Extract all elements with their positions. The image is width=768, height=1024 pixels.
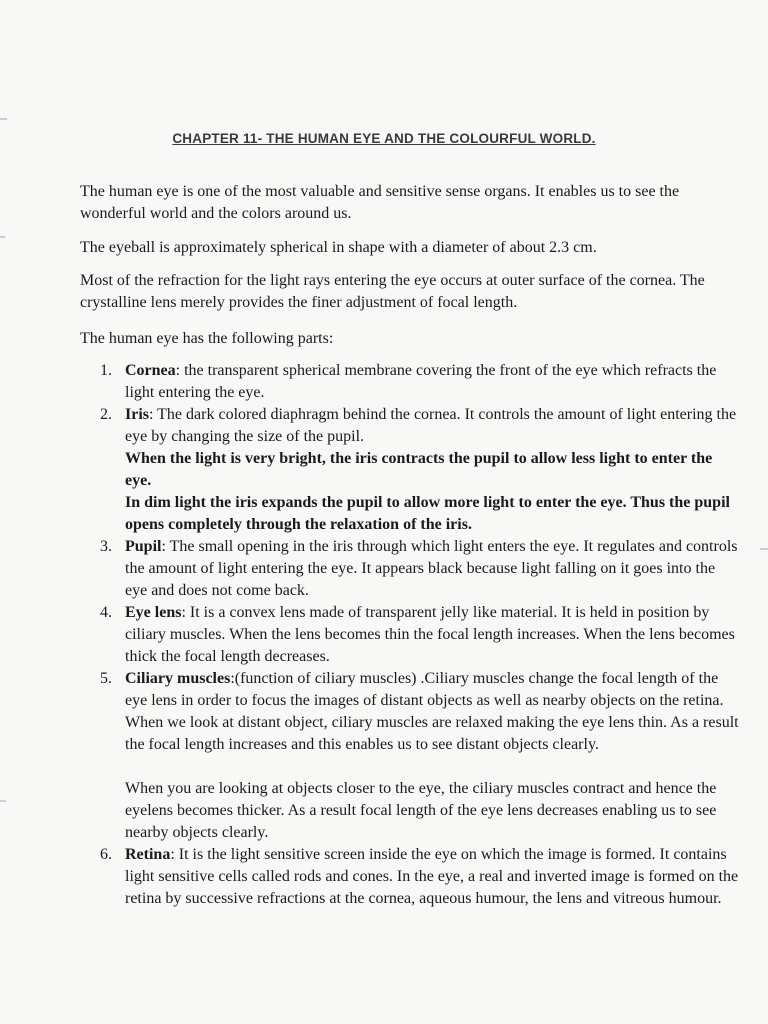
ciliary-near-objects-note: When you are looking at objects closer to the eye, the ciliary muscles contract and hence the eyelens becomes thicker. As a result focal length of the eye lens decreases enabling us to see nearby objects clearly. bbox=[125, 780, 717, 841]
list-item-pupil bbox=[80, 536, 740, 602]
refraction-paragraph: Most of the refraction for the light rays entering the eye occurs at outer surface of the cornea. The crystalline lens merely provides the finer adjustment of focal length. bbox=[80, 272, 705, 311]
eye-lens-description: : It is a convex lens made of transparent jelly like material. It is held in position by ciliary muscles. When the lens becomes thin the focal length increases. When the lens becomes thick the focal length decreases. bbox=[125, 604, 735, 665]
term-cornea: Cornea bbox=[125, 362, 176, 379]
list-number: 2. bbox=[100, 406, 112, 423]
scan-edge-mark bbox=[760, 548, 768, 550]
scan-edge-mark bbox=[0, 236, 5, 238]
list-number: 1. bbox=[100, 362, 112, 379]
paragraph-gap bbox=[125, 756, 740, 778]
retina-description: : It is the light sensitive screen inside the eye on which the image is formed. It contains light sensitive cells called rods and cones. In the eye, a real and inverted image is formed on the retina by successive refractions at the cornea, aqueous humour, the lens and vitreous humour. bbox=[125, 846, 739, 907]
iris-description: : The dark colored diaphragm behind the cornea. It controls the amount of light entering the eye by changing the size of the pupil. bbox=[125, 406, 737, 445]
term-pupil: Pupil bbox=[125, 538, 162, 555]
ciliary-muscles-description: :(function of ciliary muscles) .Ciliary muscles change the focal length of the eye lens in order to focus the images of distant objects as well as nearby objects on the retina. bbox=[125, 670, 724, 709]
eyeball-paragraph: The eyeball is approximately spherical in shape with a diameter of about 2.3 cm. bbox=[80, 239, 597, 256]
pupil-description: : The small opening in the iris through which light enters the eye. It regulates and controls the amount of light entering the eye. It appears black because light falling on it goes into the eye and does not come back. bbox=[125, 538, 738, 599]
scan-edge-mark bbox=[0, 118, 7, 120]
list-number: 5. bbox=[100, 670, 112, 687]
term-retina: Retina bbox=[125, 846, 171, 863]
chapter-title: CHAPTER 11- THE HUMAN EYE AND THE COLOURFUL WORLD. bbox=[172, 131, 596, 146]
parts-intro-paragraph: The human eye has the following parts: bbox=[80, 330, 334, 347]
cornea-description: : the transparent spherical membrane covering the front of the eye which refracts the light entering the eye. bbox=[125, 362, 717, 401]
term-ciliary-muscles: Ciliary muscles bbox=[125, 670, 231, 687]
list-number: 4. bbox=[100, 604, 112, 621]
scan-edge-mark bbox=[0, 800, 6, 802]
iris-dim-light-note: In dim light the iris expands the pupil to allow more light to enter the eye. Thus the pupil opens completely through the relaxation of the iris. bbox=[125, 494, 730, 533]
intro-paragraph: The human eye is one of the most valuable and sensitive sense organs. It enables us to see the wonderful world and the colors around us. bbox=[80, 183, 680, 222]
ciliary-distant-objects-note: When we look at distant object, ciliary muscles are relaxed making the eye lens thin. As a result the focal length increases and this enables us to see distant objects clearly. bbox=[125, 714, 739, 753]
list-item-iris bbox=[80, 404, 740, 536]
list-item-retina bbox=[80, 844, 740, 910]
list-number: 3. bbox=[100, 538, 112, 555]
term-iris: Iris bbox=[125, 406, 149, 423]
list-item-eye-lens bbox=[80, 602, 740, 668]
eye-parts-list bbox=[80, 360, 740, 910]
iris-bright-light-note: When the light is very bright, the iris contracts the pupil to allow less light to enter the eye. bbox=[125, 450, 713, 489]
list-item-cornea bbox=[80, 360, 740, 404]
list-item-ciliary-muscles bbox=[80, 668, 740, 844]
list-number: 6. bbox=[100, 846, 112, 863]
term-eye-lens: Eye lens bbox=[125, 604, 182, 621]
